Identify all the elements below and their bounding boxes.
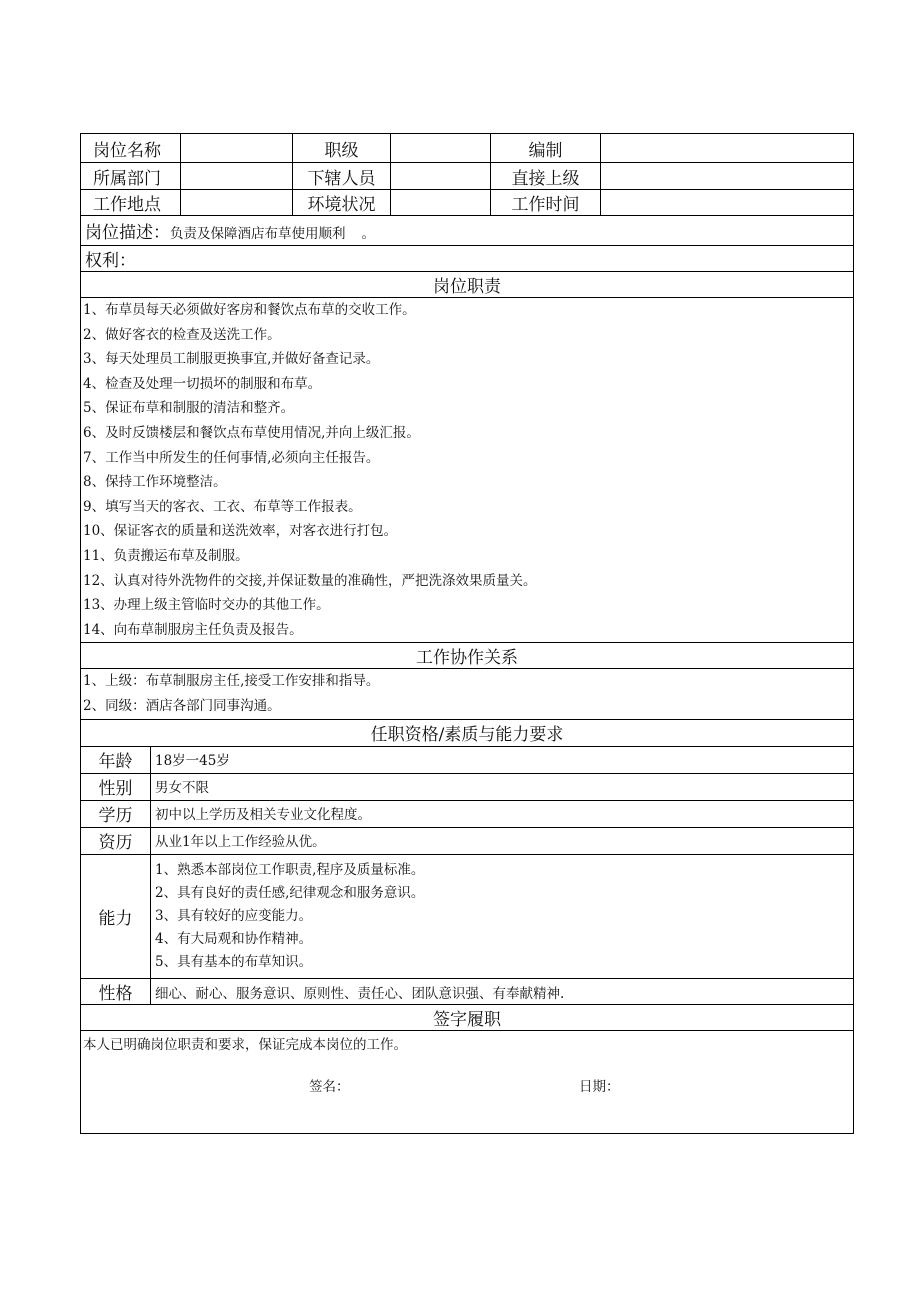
list-item: 8、保持工作环境整洁。: [83, 474, 227, 491]
value-headcount[interactable]: [601, 134, 854, 163]
date-label: 日期：: [579, 1079, 620, 1096]
value-work-hours[interactable]: [601, 190, 854, 216]
list-item: 2、具有良好的责任感,纪律观念和服务意识。: [155, 884, 425, 901]
list-item: 1、布草员每天必须做好客房和餐饮点布草的交收工作。: [83, 302, 416, 318]
value-environment[interactable]: [391, 190, 491, 216]
label-job-level: 职级: [293, 134, 391, 163]
list-item: 1、熟悉本部岗位工作职责,程序及质量标准。: [155, 861, 425, 878]
list-item: 1、上级：布草制服房主任,接受工作安排和指导。: [83, 673, 380, 690]
list-item: 5、保证布草和制服的清洁和整齐。: [83, 400, 295, 417]
duties-title: 岗位职责: [81, 272, 854, 298]
list-item: 11、负责搬运布草及制服。: [83, 547, 249, 564]
list-item: 6、及时反馈楼层和餐饮点布草使用情况,并向上级汇报。: [83, 424, 420, 441]
list-item: 9、填写当天的客衣、工衣、布草等工作报表。: [83, 498, 362, 515]
description-value: 负责及保障酒店布草使用顺利: [170, 226, 346, 242]
value-direct-supervisor[interactable]: [601, 163, 854, 190]
signature-box: [81, 1031, 854, 1134]
qualifications-title: 任职资格/素质与能力要求: [81, 719, 854, 746]
label-subordinates: 下辖人员: [293, 163, 391, 190]
label-gender: 性别: [81, 773, 151, 800]
label-department: 所属部门: [81, 163, 181, 190]
rights-label: 权利：: [85, 251, 136, 271]
duties-list: [81, 298, 854, 643]
list-item: 4、有大局观和协作精神。: [155, 931, 313, 948]
label-education: 学历: [81, 800, 151, 827]
value-position-name[interactable]: [181, 134, 293, 163]
relations-list: [81, 669, 854, 719]
value-ability: [151, 854, 854, 979]
relations-title: 工作协作关系: [81, 643, 854, 669]
value-education: 初中以上学历及相关专业文化程度。: [151, 800, 854, 827]
list-item: 13、办理上级主管临时交办的其他工作。: [83, 597, 330, 614]
label-work-hours: 工作时间: [491, 190, 601, 216]
list-item: 7、工作当中所发生的任何事情,必须向主任报告。: [83, 449, 380, 466]
label-work-location: 工作地点: [81, 190, 181, 216]
job-description-table: [80, 133, 854, 1134]
signature-title: 签字履职: [81, 1005, 854, 1031]
value-subordinates[interactable]: [391, 163, 491, 190]
label-ability: 能力: [81, 854, 151, 979]
list-item: 2、同级：酒店各部门同事沟通。: [83, 697, 281, 714]
list-item: 5、具有基本的布草知识。: [155, 954, 313, 971]
value-job-level[interactable]: [391, 134, 491, 163]
list-item: 4、检查及处理一切损坏的制服和布草。: [83, 375, 322, 392]
list-item: 3、具有较好的应变能力。: [155, 907, 313, 924]
description-suffix: 。: [361, 226, 375, 242]
list-item: 14、向布草制服房主任负责及报告。: [83, 621, 303, 638]
description-label: 岗位描述：: [85, 223, 170, 243]
list-item: 10、保证客衣的质量和送洗效率，对客衣进行打包。: [83, 523, 398, 540]
value-gender: 男女不限: [151, 773, 854, 800]
label-direct-supervisor: 直接上级: [491, 163, 601, 190]
label-personality: 性格: [81, 979, 151, 1005]
value-work-location[interactable]: [181, 190, 293, 216]
label-environment: 环境状况: [293, 190, 391, 216]
signature-label: 签名：: [309, 1079, 350, 1096]
value-age: 18岁一45岁: [151, 746, 854, 773]
list-item: 12、认真对待外洗物件的交接,并保证数量的准确性，严把洗涤效果质量关。: [83, 572, 537, 589]
label-position-name: 岗位名称: [81, 134, 181, 163]
value-personality: 细心、耐心、服务意识、原则性、责任心、团队意识强、有奉献精神.: [151, 979, 854, 1005]
rights-row: [81, 246, 854, 272]
label-experience: 资历: [81, 827, 151, 854]
label-headcount: 编制: [491, 134, 601, 163]
signature-statement: 本人已明确岗位职责和要求，保证完成本岗位的工作。: [83, 1037, 407, 1054]
position-description: [81, 216, 854, 246]
label-age: 年龄: [81, 746, 151, 773]
value-experience: 从业1年以上工作经验从优。: [151, 827, 854, 854]
list-item: 3、每天处理员工制服更换事宜,并做好备查记录。: [83, 351, 380, 368]
value-department[interactable]: [181, 163, 293, 190]
list-item: 2、做好客衣的检查及送洗工作。: [83, 326, 281, 343]
